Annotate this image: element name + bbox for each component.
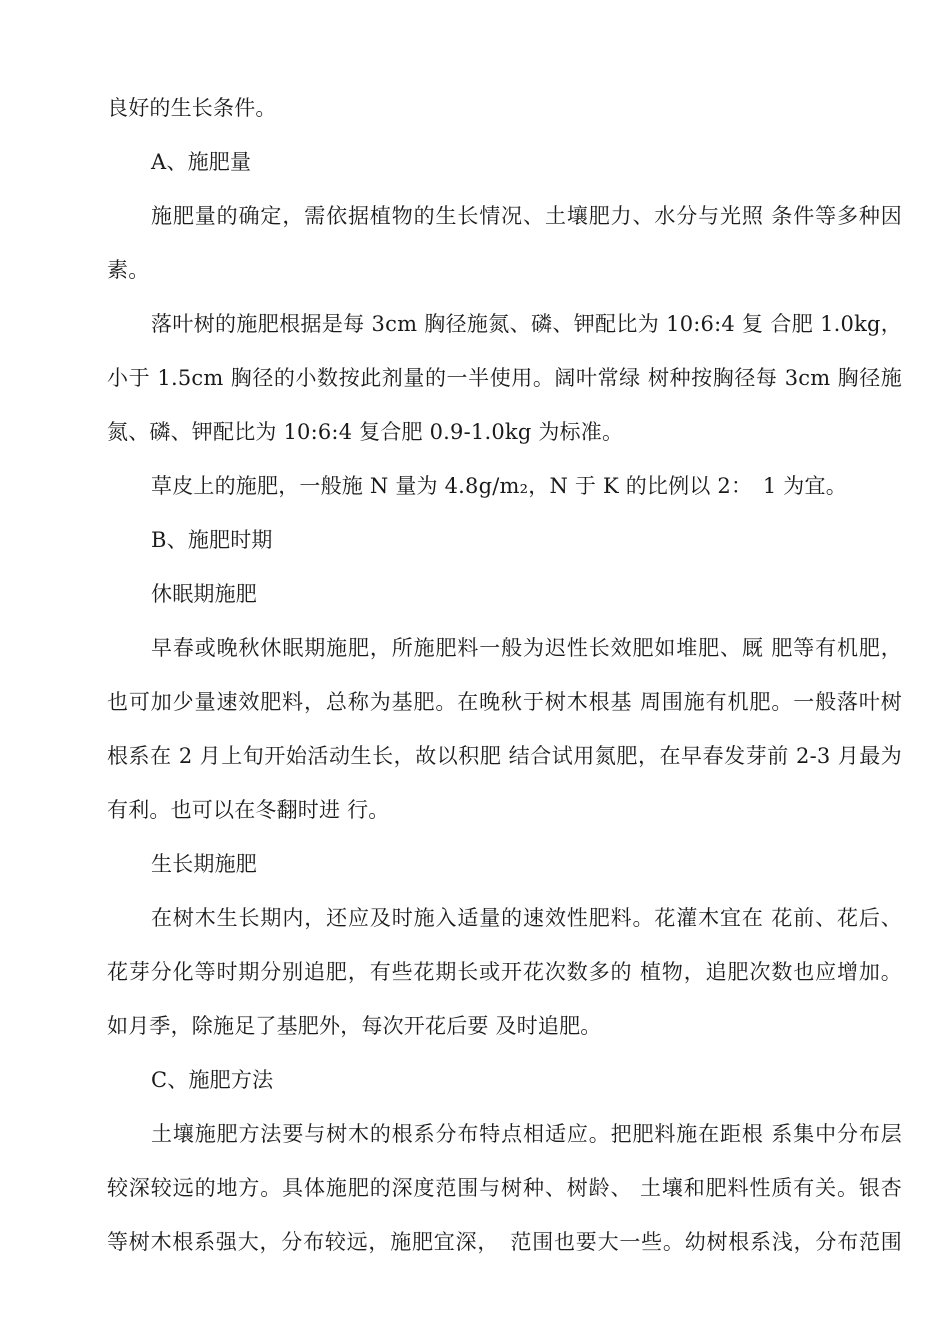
- paragraph-line: 根系在 2 月上旬开始活动生长，故以积肥 结合试用氮肥，在早春发芽前 2-3 月最为: [107, 744, 902, 768]
- paragraph-line: 落叶树的施肥根据是每 3cm 胸径施氮、磷、钾配比为 10:6:4 复 合肥 1.0kg，: [151, 312, 902, 336]
- paragraph-line: 素。: [107, 258, 150, 282]
- paragraph-line: 在树木生长期内，还应及时施入适量的速效性肥料。花灌木宜在 花前、花后、: [151, 906, 902, 930]
- paragraph-line: 较深较远的地方。具体施肥的深度范围与树种、树龄、 土壤和肥料性质有关。银杏: [107, 1176, 902, 1200]
- paragraph-line: 小于 1.5cm 胸径的小数按此剂量的一半使用。阔叶常绿 树种按胸径每 3cm 胸径施: [107, 366, 902, 390]
- paragraph-line: 施肥量的确定，需依据植物的生长情况、土壤肥力、水分与光照 条件等多种因: [151, 204, 902, 228]
- paragraph-line: 早春或晚秋休眠期施肥，所施肥料一般为迟性长效肥如堆肥、厩 肥等有机肥，: [151, 636, 902, 660]
- paragraph-line: 氮、磷、钾配比为 10:6:4 复合肥 0.9-1.0kg 为标准。: [107, 420, 624, 444]
- paragraph-line: 草皮上的施肥，一般施 N 量为 4.8g/m₂，N 于 K 的比例以 2： 1 为宜。: [151, 474, 847, 498]
- section-heading-c: C、施肥方法: [151, 1068, 274, 1092]
- subheading-dormant-fertilizing: 休眠期施肥: [151, 582, 257, 606]
- paragraph-line: 也可加少量速效肥料，总称为基肥。在晚秋于树木根基 周围施有机肥。一般落叶树: [107, 690, 902, 714]
- paragraph-line: 土壤施肥方法要与树木的根系分布特点相适应。把肥料施在距根 系集中分布层: [151, 1122, 902, 1146]
- paragraph-line: 良好的生长条件。: [107, 96, 277, 120]
- paragraph-line: 等树木根系强大，分布较远，施肥宜深， 范围也要大一些。幼树根系浅，分布范围: [107, 1230, 902, 1254]
- section-heading-b: B、施肥时期: [151, 528, 273, 552]
- paragraph-line: 花芽分化等时期分别追肥，有些花期长或开花次数多的 植物，追肥次数也应增加。: [107, 960, 902, 984]
- paragraph-line: 有利。也可以在冬翻时进 行。: [107, 798, 390, 822]
- paragraph-line: 如月季，除施足了基肥外，每次开花后要 及时追肥。: [107, 1014, 602, 1038]
- section-heading-a: A、施肥量: [151, 150, 252, 174]
- subheading-growth-fertilizing: 生长期施肥: [151, 852, 257, 876]
